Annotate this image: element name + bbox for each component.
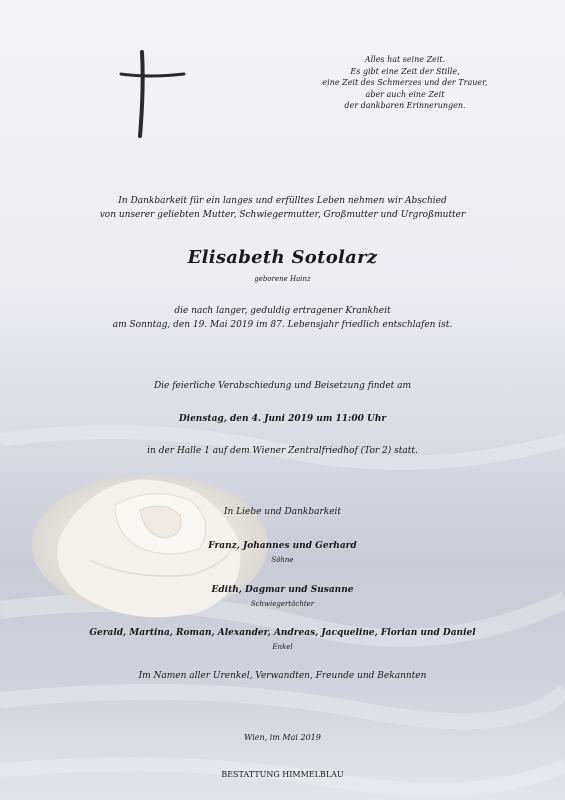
poem-line: Es gibt eine Zeit der Stille, bbox=[350, 66, 460, 76]
intro-line-1: In Dankbarkeit für ein langes und erfülltes Leben nehmen wir Abschied bbox=[118, 196, 447, 206]
poem-line: der dankbaren Erinnerungen. bbox=[344, 101, 466, 111]
poem-line: Alles hat seine Zeit. bbox=[364, 55, 446, 64]
death-line-2: am Sonntag, den 19. Mai 2019 im 87. Lebensjahr friedlich entschlafen ist. bbox=[112, 320, 453, 330]
closing-line: Im Namen aller Urenkel, Verwandten, Freunde und Bekannten bbox=[138, 671, 427, 681]
ceremony-intro: Die feierliche Verabschiedung und Beisetzung findet am bbox=[153, 381, 412, 391]
mourner-names: Gerald, Martina, Roman, Alexander, Andreas, Jacqueline, Florian und Daniel bbox=[89, 628, 476, 638]
mourner-relation: Söhne bbox=[271, 556, 294, 564]
mourner-relation: Schwiegertöchter bbox=[250, 600, 315, 608]
death-line-1: die nach langer, geduldig ertragener Krankheit bbox=[174, 306, 391, 316]
mourner-names: Edith, Dagmar und Susanne bbox=[211, 585, 354, 595]
birth-name: geborene Hainz bbox=[254, 275, 311, 283]
mourner-relation: Enkel bbox=[272, 643, 293, 651]
mourners-heading: In Liebe und Dankbarkeit bbox=[223, 507, 342, 517]
place-date: Wien, im Mai 2019 bbox=[244, 733, 321, 742]
funeral-company: BESTATTUNG HIMMELBLAU bbox=[221, 770, 344, 779]
poem-line: eine Zeit des Schmerzes und der Trauer, bbox=[322, 78, 488, 88]
intro-line-2: von unserer geliebten Mutter, Schwiegermutter, Großmutter und Urgroßmutter bbox=[99, 210, 466, 220]
deceased-name: Elisabeth Sotolarz bbox=[187, 247, 378, 268]
poem-line: aber auch eine Zeit bbox=[365, 89, 445, 99]
mourner-names: Franz, Johannes und Gerhard bbox=[208, 541, 357, 551]
ceremony-date: Dienstag, den 4. Juni 2019 um 11:00 Uhr bbox=[178, 414, 387, 424]
cross-icon bbox=[118, 48, 188, 143]
ceremony-place: in der Halle 1 auf dem Wiener Zentralfriedhof (Tor 2) statt. bbox=[147, 446, 418, 456]
poem bbox=[300, 54, 510, 112]
